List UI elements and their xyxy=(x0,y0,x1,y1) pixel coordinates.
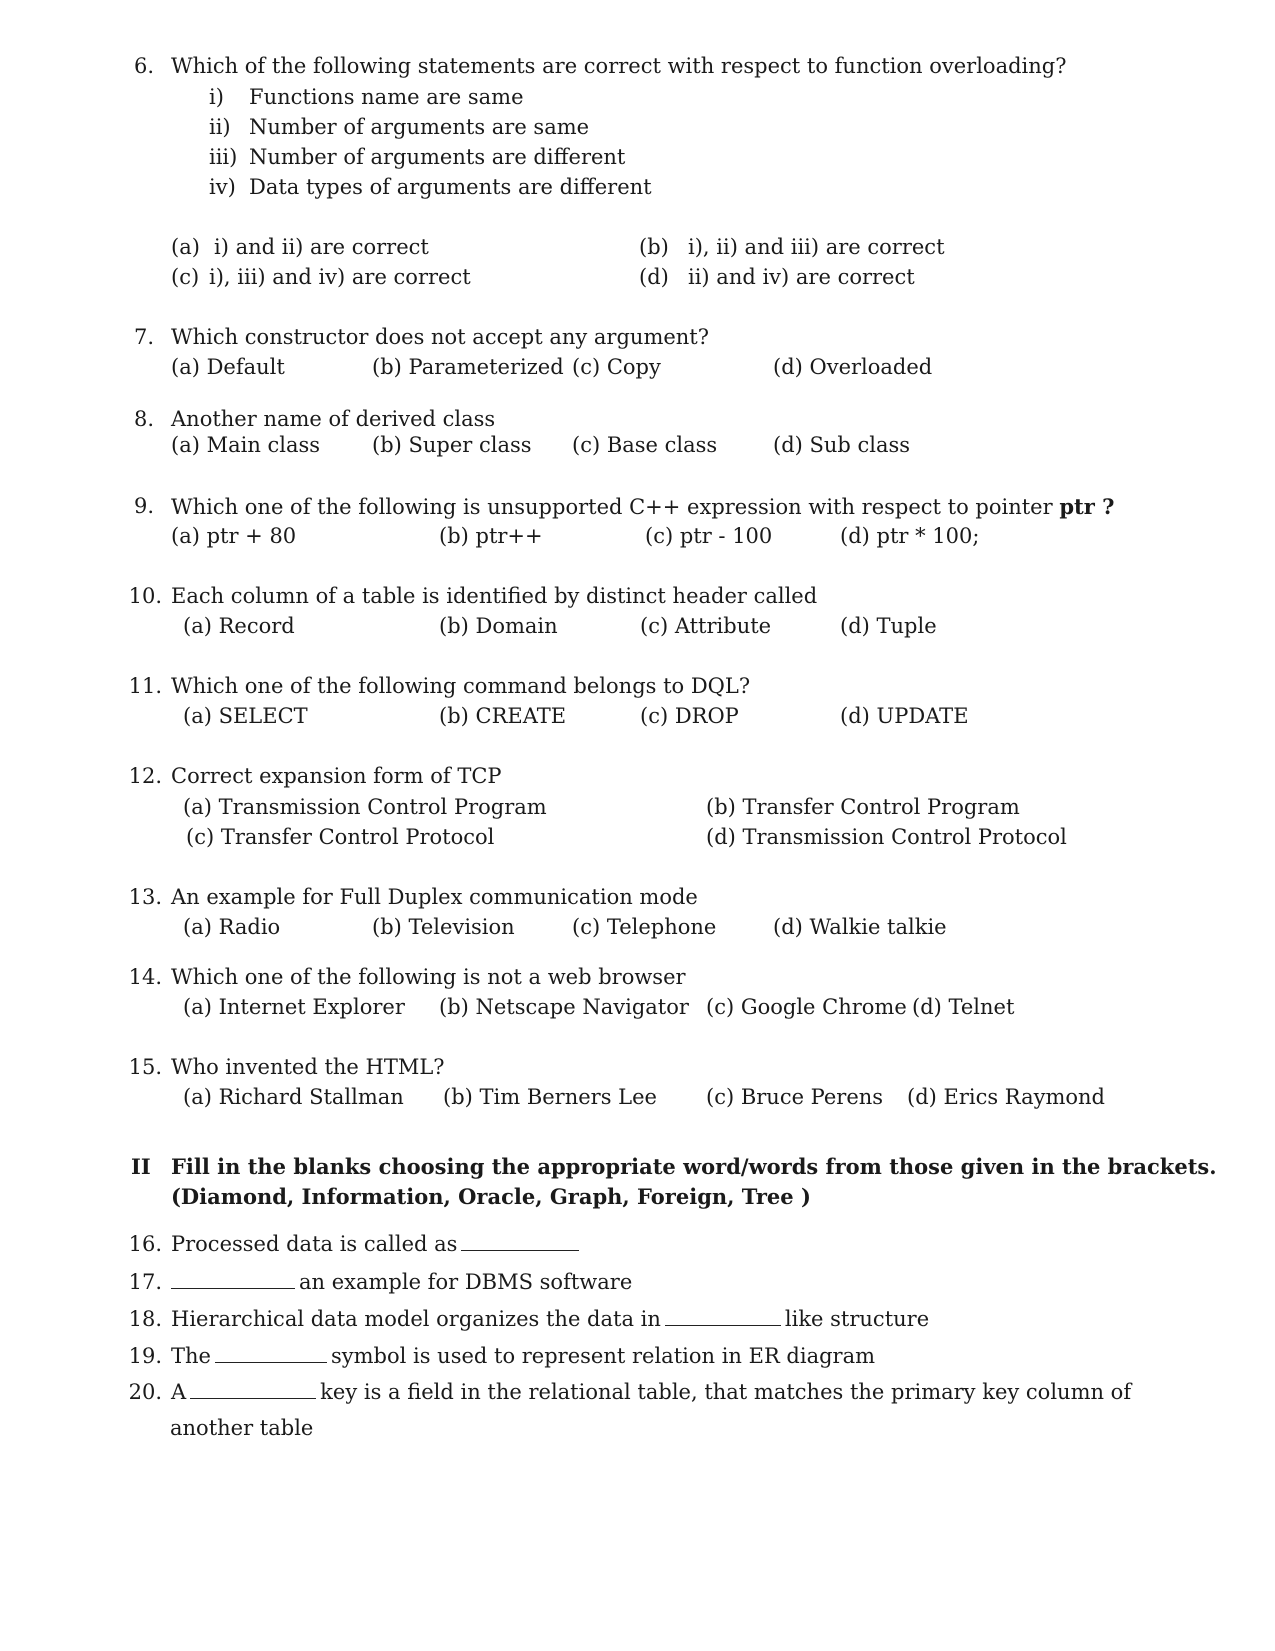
option-text: i), iii) and iv) are correct xyxy=(209,265,471,289)
option-b: (b) Super class xyxy=(372,433,532,457)
question-text: Which of the following statements are correct with respect to function overloading? xyxy=(171,54,1067,78)
question-text: Another name of derived class xyxy=(171,407,496,431)
option-text: i), ii) and iii) are correct xyxy=(688,235,945,259)
option-c: (c) Telephone xyxy=(572,915,717,939)
option-text: i) and ii) are correct xyxy=(214,235,429,259)
question-number: 9. xyxy=(133,494,154,518)
question-text-bold: ptr ? xyxy=(1059,494,1115,519)
section-label: II xyxy=(131,1154,151,1179)
option-c: (c) DROP xyxy=(640,704,739,728)
option-text: ii) and iv) are correct xyxy=(688,265,915,289)
option-d: (d) Overloaded xyxy=(773,355,933,379)
fill-text-after: an example for DBMS software xyxy=(299,1270,633,1294)
statement-text: Number of arguments are different xyxy=(249,145,626,169)
fill-text-before: Processed data is called as xyxy=(171,1232,458,1256)
option-b: (b) Domain xyxy=(439,614,558,638)
question-number: 6. xyxy=(133,54,154,78)
option-c: (c) Copy xyxy=(572,355,661,379)
option-b: (b) Netscape Navigator xyxy=(439,995,689,1019)
fill-text-after: like structure xyxy=(784,1307,930,1331)
answer-blank xyxy=(190,1397,316,1399)
option-d: (d) Walkie talkie xyxy=(773,915,947,939)
option-b: (b) Parameterized xyxy=(372,355,564,379)
question-text: Which one of the following command belongs to DQL? xyxy=(171,674,751,698)
option-b: (b) Transfer Control Program xyxy=(706,795,1020,819)
option-c: (c) Base class xyxy=(572,433,718,457)
question-number: 18. xyxy=(128,1307,162,1331)
question-number: 7. xyxy=(133,325,154,349)
fill-text-after: symbol is used to represent relation in ER diagram xyxy=(330,1344,876,1368)
statement-text: Number of arguments are same xyxy=(249,115,590,139)
question-number: 16. xyxy=(128,1232,162,1256)
answer-blank xyxy=(171,1287,295,1289)
fill-blank-question xyxy=(171,1309,929,1330)
fill-text-continuation: another table xyxy=(170,1416,314,1440)
option-label: (c) xyxy=(171,265,200,289)
fill-blank-question xyxy=(171,1346,875,1367)
question-text xyxy=(171,496,1114,518)
fill-text-before: The xyxy=(171,1344,211,1368)
option-c: (c) ptr - 100 xyxy=(645,524,773,548)
option-a: (a) Transmission Control Program xyxy=(183,795,547,819)
option-a: (a) Richard Stallman xyxy=(183,1085,404,1109)
statement-text: Data types of arguments are different xyxy=(249,175,652,199)
statement-roman: i) xyxy=(209,85,224,109)
option-b: (b) Tim Berners Lee xyxy=(443,1085,657,1109)
word-bank: (Diamond, Information, Oracle, Graph, Foreign, Tree ) xyxy=(171,1184,811,1209)
statement-text: Functions name are same xyxy=(249,85,524,109)
statement-roman: iv) xyxy=(209,175,236,199)
answer-blank xyxy=(461,1249,579,1251)
question-number: 14. xyxy=(128,965,162,989)
question-text: Each column of a table is identified by distinct header called xyxy=(171,584,818,608)
statement-roman: iii) xyxy=(209,145,238,169)
option-b: (b) Television xyxy=(372,915,515,939)
option-a: (a) Main class xyxy=(171,433,321,457)
option-a: (a) Radio xyxy=(183,915,281,939)
question-number: 19. xyxy=(128,1344,162,1368)
option-d: (d) Transmission Control Protocol xyxy=(706,825,1067,849)
question-number: 8. xyxy=(133,407,154,431)
question-number: 17. xyxy=(128,1270,162,1294)
option-d: (d) Erics Raymond xyxy=(907,1085,1106,1109)
question-text: Which one of the following is not a web browser xyxy=(171,965,686,989)
option-d: (d) Sub class xyxy=(773,433,911,457)
question-text: An example for Full Duplex communication mode xyxy=(171,885,698,909)
question-text: Which constructor does not accept any argument? xyxy=(171,325,710,349)
question-number: 20. xyxy=(128,1380,162,1404)
option-d: (d) Tuple xyxy=(840,614,937,638)
option-c: (c) Google Chrome xyxy=(706,995,907,1019)
question-number: 13. xyxy=(128,885,162,909)
option-b: (b) ptr++ xyxy=(439,524,543,548)
fill-blank-question xyxy=(167,1272,632,1293)
fill-blank-question xyxy=(171,1382,1131,1403)
option-a: (a) Record xyxy=(183,614,295,638)
fill-blank-question xyxy=(171,1234,583,1255)
option-label: (a) xyxy=(171,235,200,259)
answer-blank xyxy=(665,1324,781,1326)
option-label: (d) xyxy=(639,265,669,289)
option-a: (a) ptr + 80 xyxy=(171,524,297,548)
option-a: (a) Default xyxy=(171,355,285,379)
question-number: 15. xyxy=(128,1055,162,1079)
option-b: (b) CREATE xyxy=(439,704,567,728)
option-c: (c) Bruce Perens xyxy=(706,1085,884,1109)
option-c: (c) Transfer Control Protocol xyxy=(186,825,495,849)
question-number: 11. xyxy=(128,674,162,698)
question-text-plain: Which one of the following is unsupported C++ expression with respect to pointer xyxy=(171,495,1053,519)
fill-text-after: key is a field in the relational table, that matches the primary key column of xyxy=(320,1380,1132,1404)
option-a: (a) Internet Explorer xyxy=(183,995,405,1019)
statement-roman: ii) xyxy=(209,115,231,139)
question-number: 10. xyxy=(128,584,162,608)
answer-blank xyxy=(215,1361,327,1363)
option-d: (d) UPDATE xyxy=(840,704,969,728)
fill-text-before: Hierarchical data model organizes the data in xyxy=(171,1307,661,1331)
option-d: (d) ptr * 100; xyxy=(840,524,980,548)
section-instruction: Fill in the blanks choosing the appropriate word/words from those given in the brackets. xyxy=(171,1154,1217,1179)
option-a: (a) SELECT xyxy=(183,704,308,728)
question-text: Correct expansion form of TCP xyxy=(171,764,502,788)
option-c: (c) Attribute xyxy=(640,614,772,638)
option-d: (d) Telnet xyxy=(912,995,1015,1019)
fill-text-before: A xyxy=(171,1380,187,1404)
question-number: 12. xyxy=(128,764,162,788)
question-text: Who invented the HTML? xyxy=(171,1055,445,1079)
option-label: (b) xyxy=(639,235,669,259)
